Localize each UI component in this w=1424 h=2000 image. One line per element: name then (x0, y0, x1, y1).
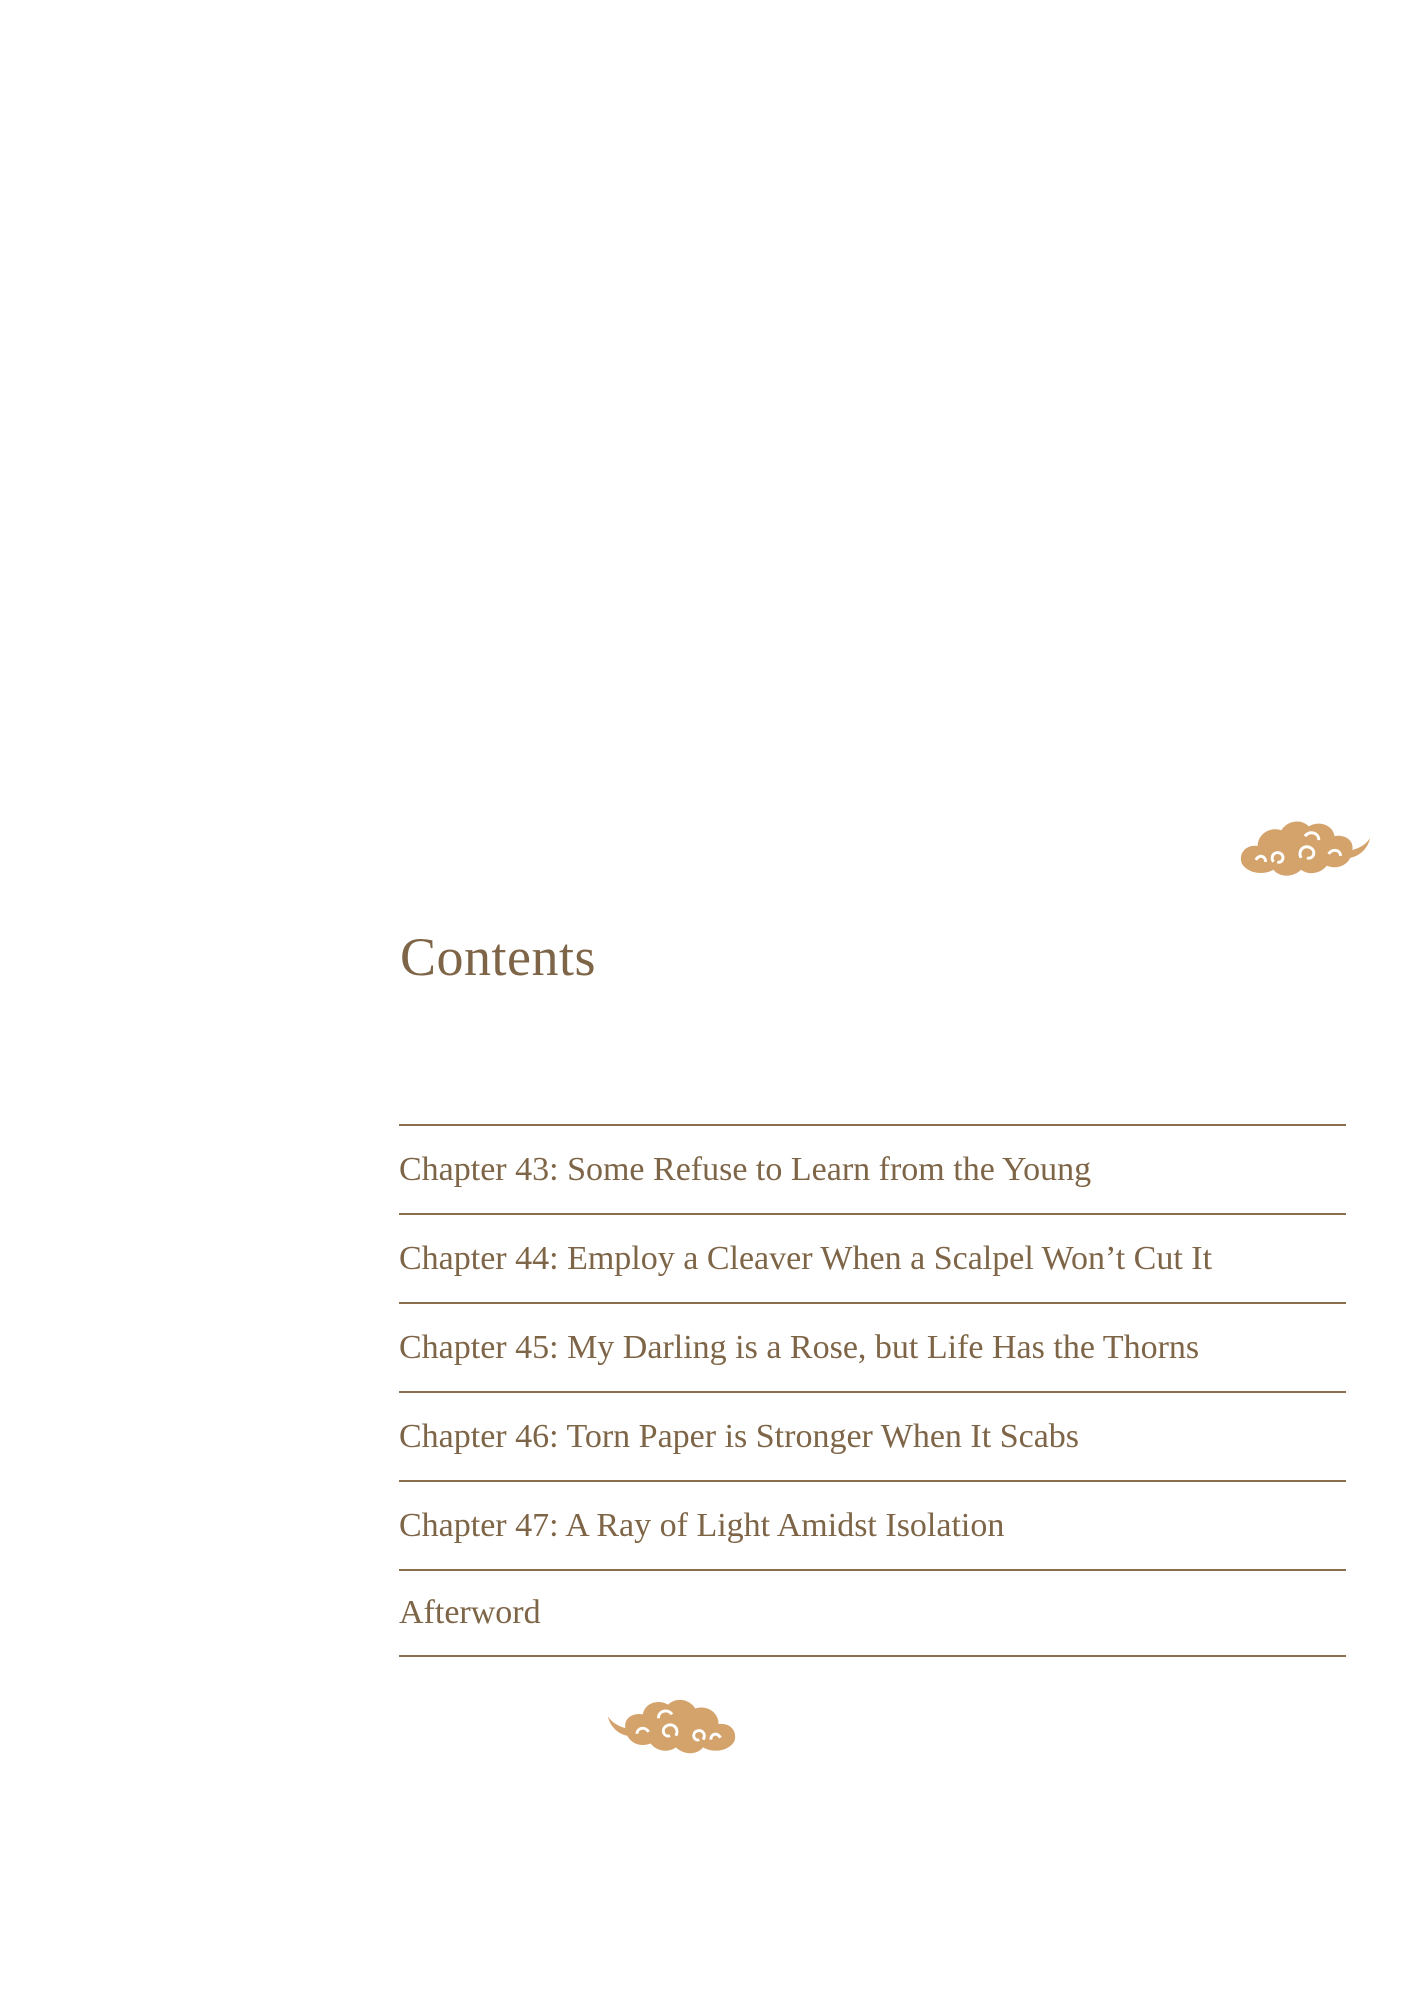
toc-item-chapter-47[interactable] (399, 1482, 1346, 1571)
toc-item-chapter-46[interactable] (399, 1393, 1346, 1482)
table-of-contents (399, 1124, 1346, 1657)
toc-item-chapter-45[interactable] (399, 1304, 1346, 1393)
toc-item-chapter-44[interactable] (399, 1215, 1346, 1304)
page-title: Contents (400, 927, 597, 987)
toc-item-afterword[interactable] (399, 1571, 1346, 1657)
toc-item-label: Afterword (399, 1594, 541, 1631)
toc-item-label: Chapter 46: Torn Paper is Stronger When It Scabs (399, 1417, 1080, 1455)
cloud-icon (1236, 814, 1374, 884)
toc-item-label: Chapter 47: A Ray of Light Amidst Isolation (399, 1506, 1005, 1544)
cloud-icon (604, 1692, 740, 1762)
toc-item-label: Chapter 43: Some Refuse to Learn from the Young (399, 1150, 1092, 1188)
toc-item-label: Chapter 45: My Darling is a Rose, but Life Has the Thorns (399, 1328, 1200, 1366)
toc-item-chapter-43[interactable] (399, 1126, 1346, 1215)
toc-item-label: Chapter 44: Employ a Cleaver When a Scalpel Won’t Cut It (399, 1239, 1213, 1277)
